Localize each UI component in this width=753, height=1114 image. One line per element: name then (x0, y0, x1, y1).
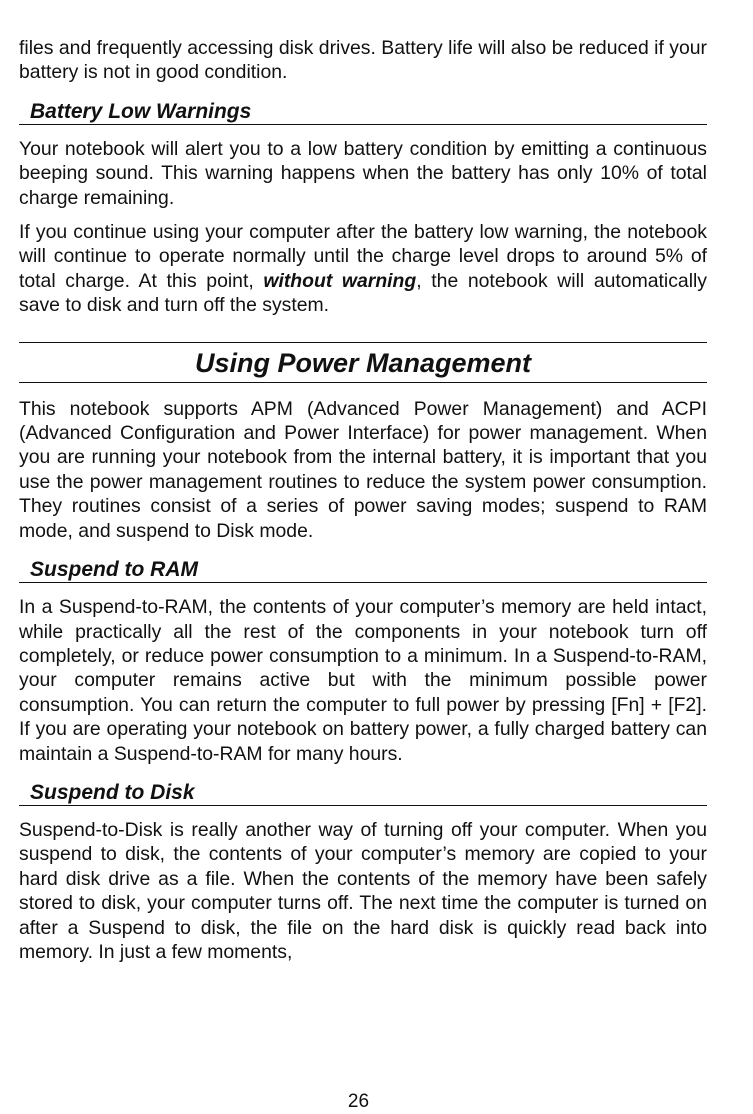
battery-low-paragraph-2 (19, 220, 707, 318)
intro-paragraph: files and frequently accessing disk drives. Battery life will also be reduced if your battery is not in good condition. (19, 37, 707, 84)
battery-low-p2-text-a: If you continue using your computer after the battery low warning, the notebook will continue to operate normally until the charge level drops to around 5% of total charge. At this point, (19, 221, 707, 292)
suspend-to-disk-paragraph: Suspend-to-Disk is really another way of turning off your computer. When you suspend to disk, the contents of your computer’s memory are copied to your hard disk drive as a file. When the contents of the memory have been safely stored to disk, your computer turns off. The next time the computer is turned on after a Suspend to disk, the file on the hard disk is quickly read back into memory. In just a few moments, (19, 818, 707, 963)
suspend-to-ram-paragraph: In a Suspend-to-RAM, the contents of your computer’s memory are held intact, while practically all the rest of the components in your notebook turn off completely, or reduce power consumption to a minimum. In a Suspend-to-RAM, your computer remains active but with the minimum possible power consumption. You can return the computer to full power by pressing [Fn] + [F2]. If you are operating your notebook on battery power, a fully charged battery can maintain a Suspend-to-RAM for many hours. (19, 596, 707, 765)
without-warning-emphasis: without warning (263, 269, 417, 292)
using-power-management-heading: Using Power Management (19, 342, 707, 383)
battery-low-warnings-heading: Battery Low Warnings (19, 99, 707, 125)
suspend-to-ram-heading: Suspend to RAM (19, 557, 707, 583)
suspend-to-disk-heading: Suspend to Disk (19, 780, 707, 806)
battery-low-paragraph-1: Your notebook will alert you to a low battery condition by emitting a continuous beeping sound. This warning happens when the battery has only 10% of total charge remaining. (19, 137, 707, 209)
power-management-paragraph: This notebook supports APM (Advanced Power Management) and ACPI (Advanced Configuration and Power Interface) for power management. When you are running your notebook from the internal battery, it is important that you use the power management routines to reduce the system power consumption. They routines consist of a series of power saving modes; suspend to RAM mode, and suspend to Disk mode. (19, 397, 707, 542)
page-content (19, 36, 707, 974)
page-number: 26 (347, 1091, 370, 1112)
battery-low-p2-text-b: , the notebook will automatically save to disk and turn off the system. (19, 269, 708, 317)
